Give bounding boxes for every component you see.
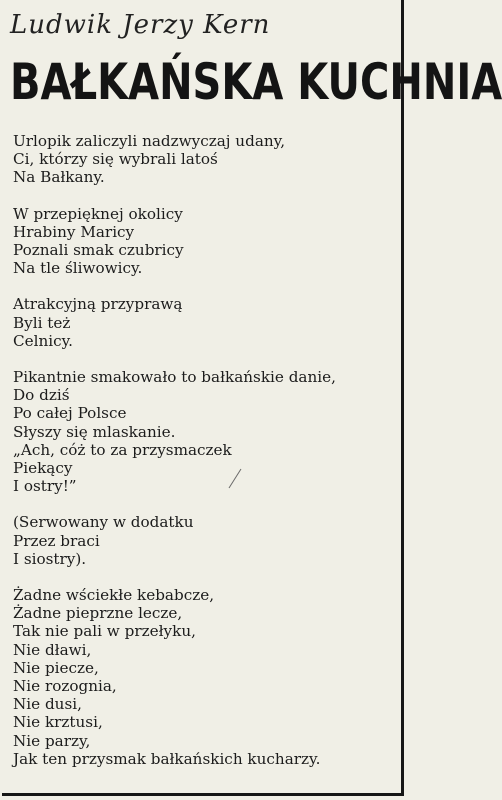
stanza-6 bbox=[13, 586, 398, 768]
author-name: Ludwik Jerzy Kern bbox=[10, 10, 271, 40]
poem-line: Nie dusi, bbox=[13, 695, 82, 714]
poem-line: Poznali smak czubricy bbox=[13, 241, 184, 260]
stanza-4 bbox=[13, 368, 398, 495]
stanza-3 bbox=[13, 295, 398, 350]
pen-mark bbox=[226, 468, 244, 490]
poem-line: Nie rozognia, bbox=[13, 677, 117, 696]
poem-line: Tak nie pali w przełyku, bbox=[13, 622, 196, 641]
poem-line: Celnicy. bbox=[13, 331, 73, 350]
poem-line: Nie parzy, bbox=[13, 731, 91, 750]
poem-line: W przepięknej okolicy bbox=[13, 204, 183, 223]
poem-line: „Ach, cóż to za przysmaczek bbox=[13, 440, 232, 459]
poem-line: Pikantnie smakowało to bałkańskie danie, bbox=[13, 368, 336, 387]
poem-title: BAŁKAŃSKA KUCHNIA bbox=[10, 53, 502, 111]
stanza-2 bbox=[13, 205, 398, 278]
poem-line: Do dziś bbox=[13, 386, 70, 405]
poem-line: Nie dławi, bbox=[13, 640, 92, 659]
poem-line: Przez braci bbox=[13, 531, 100, 550]
poem-line: Piekący bbox=[13, 459, 73, 478]
poem-line: Żadne wściekłe kebabcze, bbox=[13, 586, 215, 605]
poem-line: Żadne pieprzne lecze, bbox=[13, 604, 183, 623]
poem-line: Na Bałkany. bbox=[13, 168, 105, 187]
poem-line: Byli też bbox=[13, 313, 71, 332]
poem-line: Atrakcyjną przyprawą bbox=[13, 295, 183, 314]
poem-line: Po całej Polsce bbox=[13, 404, 127, 423]
poem-line: I siostry). bbox=[13, 549, 87, 568]
poem-line: I ostry!” bbox=[13, 477, 77, 496]
poem-body bbox=[13, 132, 398, 786]
poem-line: Urlopik zaliczyli nadzwyczaj udany, bbox=[13, 132, 286, 150]
poem-line: Nie piecze, bbox=[13, 658, 99, 677]
poem-line: (Serwowany w dodatku bbox=[13, 513, 194, 532]
poem-line: Słyszy się mlaskanie. bbox=[13, 422, 176, 441]
poem-line: Jak ten przysmak bałkańskich kucharzy. bbox=[13, 749, 321, 768]
stanza-5 bbox=[13, 513, 398, 568]
poem-line: Hrabiny Maricy bbox=[13, 222, 135, 241]
poem-line: Na tle śliwowicy. bbox=[13, 259, 143, 278]
poem-line: Nie krztusi, bbox=[13, 713, 103, 732]
poem-line: Ci, którzy się wybrali latoś bbox=[13, 150, 218, 169]
stanza-1 bbox=[13, 132, 398, 187]
